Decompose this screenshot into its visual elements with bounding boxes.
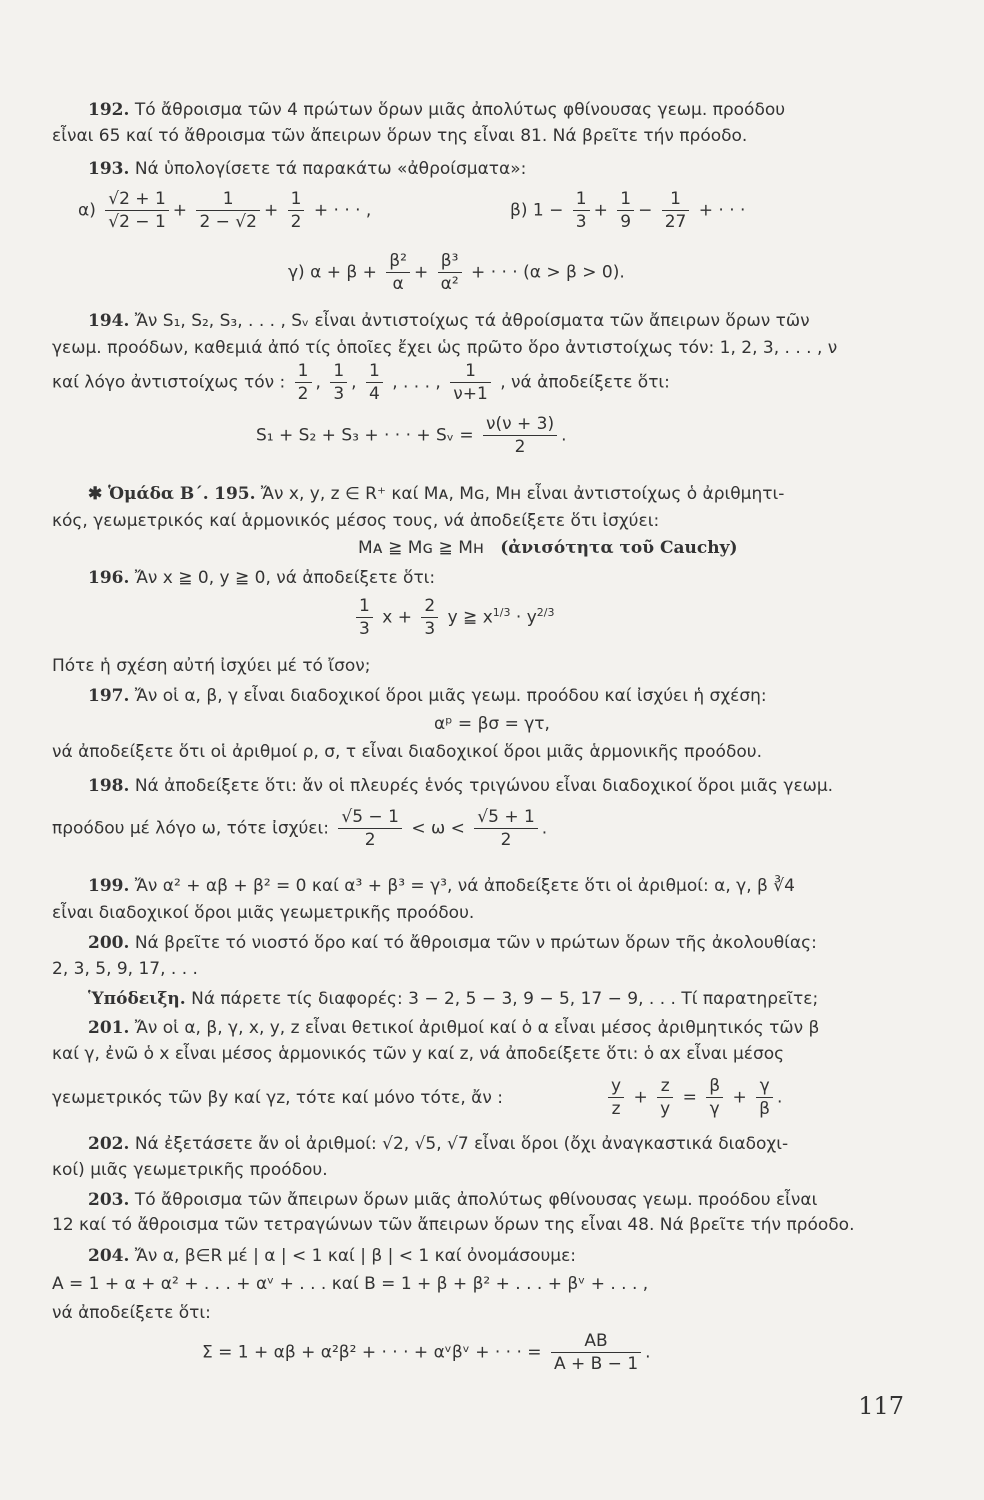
fraction [573,188,590,233]
numerator: 1 [573,188,590,211]
exercise-number: 199. [88,876,130,896]
math-text: · y [510,607,537,628]
denominator: α² [440,274,459,294]
numerator: 1 [450,360,491,383]
fraction [706,1075,723,1120]
exercise-203-line1 [88,1189,817,1211]
exercise-192-line2: εἶναι 65 καί τό ἄθροισμα τῶν ἄπειρων ὅρων της εἶναι 81. Νά βρεῖτε τήν πρόοδο. [52,126,748,146]
fraction [617,188,634,233]
exercise-194-equation [256,413,567,458]
numerator: 1 [330,360,347,383]
exercise-201-line2: καί γ, ἐνῶ ὁ x εἶναι μέσος ἁρμονικός τῶν y καί z, νά ἀποδείξετε ὅτι: ὁ αx εἶναι μέσος [52,1044,785,1064]
page-number: 117 [858,1392,904,1420]
exercise-201-line3: γεωμετρικός τῶν βy καί γz, τότε καί μόνο τότε, ἄν : [52,1088,503,1108]
exercise-197-equation: αᵖ = βσ = γτ, [434,714,550,734]
denominator: 3 [359,619,370,639]
fraction [330,360,347,405]
exercise-197-line2: νά ἀποδείξετε ὅτι οἱ ἀριθμοί ρ, σ, τ εἶναι διαδοχικοί ὅροι μιᾶς ἁρμονικῆς προόδου. [52,742,762,762]
numerator: √5 − 1 [338,806,402,829]
denominator: β [759,1099,771,1119]
denominator: α [392,274,404,294]
exercise-number: 195. [214,484,256,504]
exponent: 2/3 [536,605,555,619]
exercise-201-equation [604,1075,782,1120]
denominator: 3 [575,212,587,232]
denominator: 2 [290,212,302,232]
part-label: β) [510,200,528,221]
inequality-name: (ἀνισότητα τοῦ Cauchy) [500,538,738,558]
series-lead: 1 − [532,200,564,221]
exercise-number: 196. [88,568,130,588]
denominator: 2 [500,830,512,850]
exercise-text: Νά ἐξετάσετε ἄν οἱ ἀριθμοί: √2, √5, √7 εἶναι ὅροι (ὄχι ἀναγκαστικά διαδοχι- [134,1134,789,1154]
exercise-204-line2: A = 1 + α + α² + . . . + αᵛ + . . . καί B = 1 + β + β² + . . . + βᵛ + . . . , [52,1274,649,1294]
exercise-text: Ἄν x ≧ 0, y ≧ 0, νά ἀποδείξετε ὅτι: [134,568,436,588]
numerator: γ [756,1075,773,1098]
exercise-number: 201. [88,1018,130,1038]
fraction [295,360,312,405]
math-text: y ≧ x [447,607,493,628]
denominator: γ [709,1099,720,1119]
series-tail: + · · · , [313,200,372,221]
fraction [196,188,260,233]
exercise-196-line2: Πότε ἡ σχέση αὐτή ἰσχύει μέ τό ἴσον; [52,656,371,676]
denominator: 27 [664,212,687,232]
exercise-text: Νά βρεῖτε τό νιοστό ὅρο καί τό ἄθροισμα τῶν ν πρώτων ὅρων τῆς ἀκολουθίας: [134,933,817,953]
numerator: 1 [356,595,373,618]
exercise-199-line1 [88,875,795,897]
numerator: β² [386,250,410,273]
exercise-199-line2: εἶναι διαδοχικοί ὅροι μιᾶς γεωμετρικῆς προόδου. [52,903,475,923]
fraction [474,806,538,851]
exercise-text: Ἄν S₁, S₂, S₃, . . . , Sᵥ εἶναι ἀντιστοίχως τά ἀθροίσματα τῶν ἄπειρων ὅρων τῶν [134,311,810,331]
part-label: γ) [288,262,305,283]
fraction [356,595,373,640]
fraction [551,1330,641,1375]
exercise-number: 200. [88,933,130,953]
exercise-number: 194. [88,311,130,331]
numerator: 1 [617,188,634,211]
fraction [438,250,462,295]
exercise-195-line2: κός, γεωμετρικός καί ἁρμονικός μέσος τους, νά ἀποδείξετε ὅτι ἰσχύει: [52,511,660,531]
fraction [338,806,402,851]
exercise-text: καί λόγο ἀντιστοίχως τόν : [52,372,286,393]
exercise-text: Ἄν α² + αβ + β² = 0 καί α³ + β³ = γ³, νά ἀποδείξετε ὅτι οἱ ἀριθμοί: α, γ, β ∛4 [134,876,795,896]
exercise-text: Ἄν x, y, z ∈ R⁺ καί Mᴀ, Mɢ, Mʜ εἶναι ἀντιστοίχως ὁ ἀριθμητι- [260,484,785,504]
hint-label: Ὑπόδειξη. [88,989,186,1009]
hint-text: Νά πάρετε τίς διαφορές: 3 − 2, 5 − 3, 9 − 5, 17 − 9, . . . Τί παρατηρεῖτε; [191,989,819,1009]
numerator: 1 [288,188,305,211]
exercise-number: 203. [88,1190,130,1210]
exercise-193-line1 [88,158,526,180]
fraction [756,1075,773,1120]
exercise-number: 198. [88,776,130,796]
exercise-text: Ἄν α, β∈R μέ | α | < 1 καί | β | < 1 καί ὀνομάσουμε: [134,1246,577,1266]
numerator: 2 [421,595,438,618]
numerator: 1 [662,188,690,211]
equation-lhs: Σ = 1 + αβ + α²β² + · · · + αᵛβᵛ + · · · = [202,1342,542,1363]
equation-lhs: S₁ + S₂ + S₃ + · · · + Sᵥ = [256,425,474,446]
exercise-193-part-b: β) 1 − $\frac{1}{3}$ + $\frac{1}{9}$ − $\frac{1}{27}$ + · · · [510,189,746,232]
exercise-text: Τό ἄθροισμα τῶν 4 πρώτων ὅρων μιᾶς ἀπολύτως φθίνουσας γεωμ. προόδου [134,100,786,120]
denominator: 2 [514,437,526,457]
group-heading: ✱ Ὁμάδα Β΄. [88,484,209,504]
exercise-text: Τό ἄθροισμα τῶν ἄπειρων ὅρων μιᾶς ἀπολύτως φθίνουσας γεωμ. προόδου εἶναι [134,1190,818,1210]
numerator: z [657,1075,673,1098]
exercise-196-inequality [352,595,554,640]
numerator: β³ [438,250,462,273]
series-lead: α + β + [310,262,377,283]
exercise-text: Ἄν οἱ α, β, γ, x, y, z εἶναι θετικοί ἀριθμοί καί ὁ α εἶναι μέσος ἀριθμητικός τῶν β [134,1018,820,1038]
denominator: 3 [333,384,345,404]
exercise-200-hint [88,988,818,1010]
math-text: < ω < [411,818,465,839]
part-label: α) [78,200,96,221]
exercise-192-line1 [88,99,785,121]
denominator: 3 [424,619,436,639]
exercise-201-line1 [88,1017,819,1039]
numerator: ν(ν + 3) [483,413,557,436]
punctuation: . [777,1087,783,1108]
math-text: x + [382,607,412,628]
exercise-text: Ἄν οἱ α, β, γ εἶναι διαδοχικοί ὅροι μιᾶς γεωμ. προόδου καί ἰσχύει ἡ σχέση: [134,686,767,706]
numerator: 1 [196,188,260,211]
exercise-number: 197. [88,686,130,706]
exercise-198-line2 [52,806,547,851]
series-tail: + · · · (α > β > 0). [471,262,625,283]
punctuation: . [561,425,567,446]
exercise-number: 192. [88,100,130,120]
exercise-194-line3: καί λόγο ἀντιστοίχως τόν : $\frac{1}{2}$ , $\frac{1}{3}$ , $\frac{1}{4}$ , . . . , $\frac{1}{\nu+1}$ , νά ἀποδείξετε ὅτι: [52,361,670,404]
denominator: 2 − √2 [199,212,257,232]
denominator: 2 [297,384,309,404]
exercise-text: Νά ὑπολογίσετε τά παρακάτω «ἀθροίσματα»: [134,159,527,179]
series-tail: + · · · [698,200,746,221]
exercise-number: 193. [88,159,130,179]
exercise-203-line2: 12 καί τό ἄθροισμα τῶν τετραγώνων τῶν ἄπειρων ὅρων της εἶναι 48. Νά βρεῖτε τήν πρόοδο. [52,1215,855,1235]
denominator: 4 [368,384,380,404]
numerator: √2 + 1 [105,188,169,211]
denominator: y [660,1099,671,1119]
fraction [483,413,557,458]
cauchy-inequality [358,537,738,559]
denominator: A + B − 1 [553,1354,639,1374]
fraction [421,595,438,640]
fraction [450,360,491,405]
numerator: y [608,1075,624,1098]
fraction [366,360,383,405]
exercise-text: Νά ἀποδείξετε ὅτι: ἄν οἱ πλευρές ἑνός τριγώνου εἶναι διαδοχικοί ὅροι μιᾶς γεωμ. [134,776,834,796]
exercise-194-line1 [88,310,810,332]
numerator: 1 [366,360,383,383]
numerator: β [706,1075,723,1098]
denominator: z [611,1099,621,1119]
fraction [662,188,690,233]
fraction [105,188,169,233]
inequality: Mᴀ ≧ Mɢ ≧ Mʜ [358,538,484,558]
fraction [608,1075,624,1120]
math-operator: = [682,1087,697,1108]
exponent: 1/3 [492,605,511,619]
denominator: √2 − 1 [108,212,166,232]
exercise-197-line1 [88,685,767,707]
exercise-194-line2: γεωμ. προόδων, καθεμιά ἀπό τίς ὁποῖες ἔχει ὡς πρῶτο ὅρο ἀντιστοίχως τόν: 1, 2, 3, . . . , ν [52,338,838,358]
exercise-200-line1 [88,932,817,954]
exercise-number: 204. [88,1246,130,1266]
fraction [288,188,305,233]
exercise-193-part-a: α) $\frac{√2 + 1}{√2 - 1}$ + $\frac{1}{2 - √2}$ + $\frac{1}{2}$ + · · · , [78,189,372,232]
numerator: AB [551,1330,641,1353]
exercise-202-line1 [88,1133,788,1155]
exercise-204-line3: νά ἀποδείξετε ὅτι: [52,1303,211,1323]
fraction [386,250,410,295]
exercise-202-line2: κοί) μιᾶς γεωμετρικῆς προόδου. [52,1160,328,1180]
denominator: 9 [620,212,632,232]
math-operator: + [633,1087,648,1108]
exercise-196-line1 [88,567,435,589]
numerator: √5 + 1 [474,806,538,829]
numerator: 1 [295,360,312,383]
punctuation: . [541,818,548,839]
exercise-200-line2: 2, 3, 5, 9, 17, . . . [52,959,198,979]
punctuation: . [645,1342,651,1363]
math-operator: + [732,1087,747,1108]
exercise-text: , νά ἀποδείξετε ὅτι: [500,372,670,393]
fraction [657,1075,673,1120]
exercise-204-line1 [88,1245,576,1267]
denominator: ν+1 [453,384,488,404]
exercise-text: προόδου μέ λόγο ω, τότε ἰσχύει: [52,818,329,839]
exercise-195-line1 [88,483,784,505]
exercise-193-part-c: γ) α + β + $\frac{\text{β²}}{\alpha}$ + $\frac{\text{β³}}{\text{α²}}$ + · · · (α > β > 0). [288,251,625,294]
exercise-204-equation [202,1330,651,1375]
exercise-number: 202. [88,1134,130,1154]
exercise-198-line1 [88,775,833,797]
ellipsis: , . . . , [392,372,441,393]
denominator: 2 [364,830,376,850]
